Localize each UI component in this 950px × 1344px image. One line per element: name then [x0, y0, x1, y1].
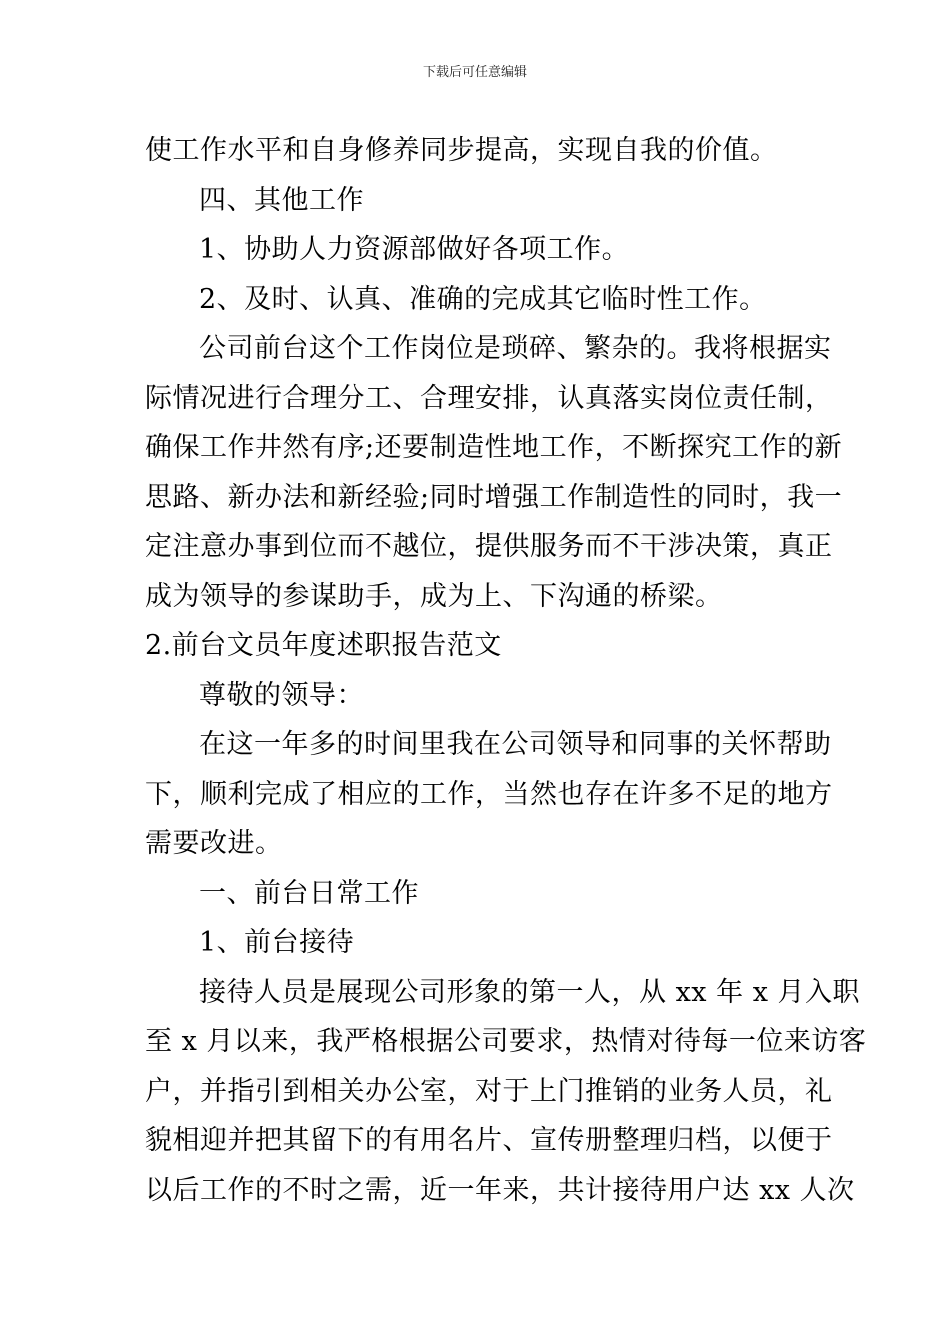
text-line: 户，并指引到相关办公室，对于上门推销的业务人员，礼 — [145, 1075, 833, 1107]
text-line: 下，顺利完成了相应的工作，当然也存在许多不足的地方 — [145, 778, 833, 810]
text-line: 1、前台接待 — [199, 927, 355, 958]
text-line: 一、前台日常工作 — [199, 877, 419, 909]
text-line: 貌相迎并把其留下的有用名片、宣传册整理归档，以便于 — [145, 1125, 833, 1156]
text-line: 以后工作的不时之需，近一年来，共计接待用户达 xx 人次 — [145, 1174, 855, 1206]
text-line: 使工作水平和自身修养同步提高，实现自我的价值。 — [145, 135, 778, 166]
text-line: 四、其他工作 — [199, 184, 364, 216]
text-line: 1、协助人力资源部做好各项工作。 — [199, 234, 630, 265]
text-line: 际情况进行合理分工、合理安排，认真落实岗位责任制， — [145, 382, 833, 414]
text-line: 至 x 月以来，我严格根据公司要求，热情对待每一位来访客 — [145, 1026, 867, 1057]
text-line: 公司前台这个工作岗位是琐碎、繁杂的。我将根据实 — [199, 333, 832, 364]
text-line: 确保工作井然有序;还要制造性地工作，不断探究工作的新 — [145, 432, 843, 463]
text-line: 接待人员是展现公司形象的第一人，从 xx 年 x 月入职 — [199, 976, 861, 1008]
page-header: 下载后可任意编辑 — [422, 65, 527, 80]
text-line: 2、及时、认真、准确的完成其它临时性工作。 — [199, 283, 767, 315]
text-line: 定注意办事到位而不越位，提供服务而不干涉决策，真正 — [145, 531, 833, 562]
text-line: 思路、新办法和新经验;同时增强工作制造性的同时，我一 — [145, 481, 843, 513]
text-line: 在这一年多的时间里我在公司领导和同事的关怀帮助 — [199, 729, 832, 760]
text-line: 成为领导的参谋助手，成为上、下沟通的桥梁。 — [145, 580, 723, 612]
text-line: 需要改进。 — [145, 828, 283, 859]
text-line: 2.前台文员年度述职报告范文 — [145, 630, 502, 661]
document-body — [145, 126, 867, 1215]
text-line: 尊敬的领导： — [199, 679, 364, 711]
